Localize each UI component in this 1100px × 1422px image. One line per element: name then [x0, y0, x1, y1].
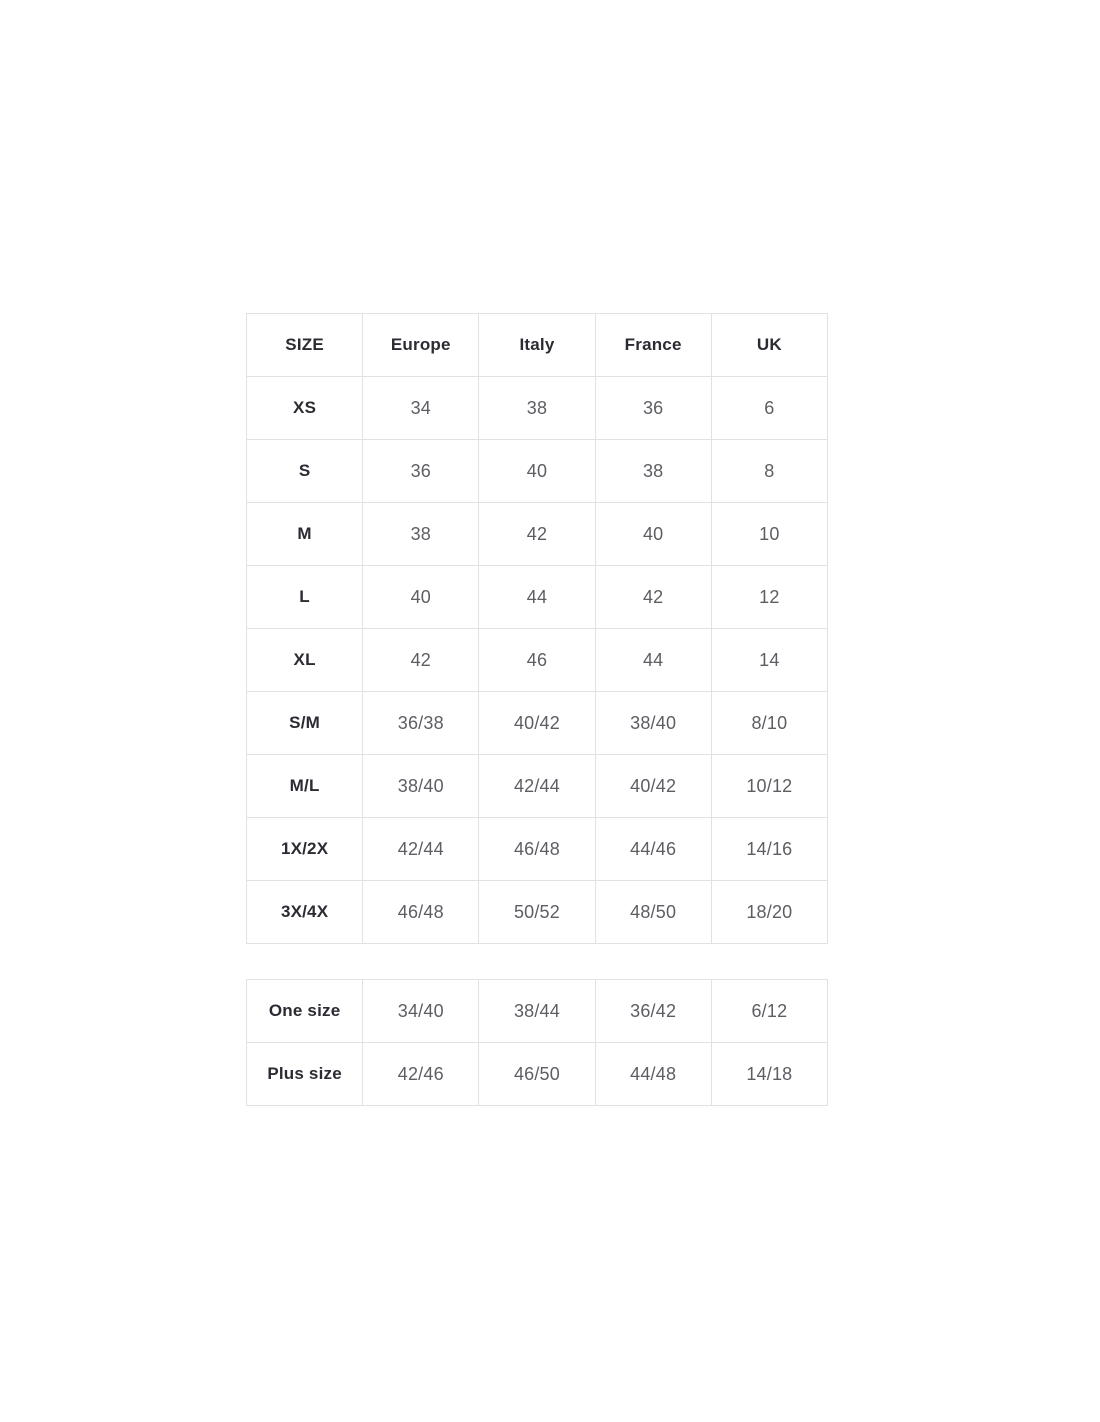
- column-header-europe: Europe: [363, 314, 479, 377]
- europe-value: 36: [363, 440, 479, 503]
- italy-value: 46/48: [479, 818, 595, 881]
- size-label: Plus size: [247, 1043, 363, 1106]
- italy-value: 50/52: [479, 881, 595, 944]
- table-gap: [246, 944, 828, 979]
- uk-value: 14/18: [711, 1043, 827, 1106]
- size-conversion-section: [246, 313, 828, 1106]
- italy-value: 46: [479, 629, 595, 692]
- italy-value: 46/50: [479, 1043, 595, 1106]
- europe-value: 40: [363, 566, 479, 629]
- size-row-one-size: [247, 980, 828, 1043]
- size-label: M/L: [247, 755, 363, 818]
- size-row-1x-2x: [247, 818, 828, 881]
- europe-value: 42: [363, 629, 479, 692]
- uk-value: 14/16: [711, 818, 827, 881]
- size-label: XL: [247, 629, 363, 692]
- column-header-uk: UK: [711, 314, 827, 377]
- uk-value: 14: [711, 629, 827, 692]
- size-row-3x-4x: [247, 881, 828, 944]
- france-value: 38/40: [595, 692, 711, 755]
- column-header-size: SIZE: [247, 314, 363, 377]
- size-row-s: [247, 440, 828, 503]
- france-value: 40/42: [595, 755, 711, 818]
- italy-value: 40/42: [479, 692, 595, 755]
- column-header-italy: Italy: [479, 314, 595, 377]
- italy-value: 42/44: [479, 755, 595, 818]
- europe-value: 38: [363, 503, 479, 566]
- france-value: 36: [595, 377, 711, 440]
- size-label: M: [247, 503, 363, 566]
- uk-value: 6: [711, 377, 827, 440]
- france-value: 36/42: [595, 980, 711, 1043]
- italy-value: 38: [479, 377, 595, 440]
- header-row: [247, 314, 828, 377]
- size-row-xl: [247, 629, 828, 692]
- france-value: 38: [595, 440, 711, 503]
- size-label: One size: [247, 980, 363, 1043]
- italy-value: 38/44: [479, 980, 595, 1043]
- size-row-m: [247, 503, 828, 566]
- uk-value: 8/10: [711, 692, 827, 755]
- size-label: XS: [247, 377, 363, 440]
- column-header-france: France: [595, 314, 711, 377]
- special-sizes-table: [246, 979, 828, 1106]
- italy-value: 42: [479, 503, 595, 566]
- size-row-xs: [247, 377, 828, 440]
- europe-value: 46/48: [363, 881, 479, 944]
- size-label: 1X/2X: [247, 818, 363, 881]
- uk-value: 6/12: [711, 980, 827, 1043]
- france-value: 40: [595, 503, 711, 566]
- france-value: 42: [595, 566, 711, 629]
- europe-value: 34: [363, 377, 479, 440]
- france-value: 44/46: [595, 818, 711, 881]
- uk-value: 12: [711, 566, 827, 629]
- italy-value: 44: [479, 566, 595, 629]
- france-value: 44: [595, 629, 711, 692]
- size-row-l: [247, 566, 828, 629]
- uk-value: 10: [711, 503, 827, 566]
- italy-value: 40: [479, 440, 595, 503]
- size-row-plus-size: [247, 1043, 828, 1106]
- europe-value: 34/40: [363, 980, 479, 1043]
- size-label: L: [247, 566, 363, 629]
- europe-value: 38/40: [363, 755, 479, 818]
- uk-value: 10/12: [711, 755, 827, 818]
- size-row-s-m: [247, 692, 828, 755]
- uk-value: 8: [711, 440, 827, 503]
- size-conversion-table: [246, 313, 828, 944]
- size-label: 3X/4X: [247, 881, 363, 944]
- france-value: 44/48: [595, 1043, 711, 1106]
- size-label: S/M: [247, 692, 363, 755]
- size-row-m-l: [247, 755, 828, 818]
- size-label: S: [247, 440, 363, 503]
- europe-value: 42/46: [363, 1043, 479, 1106]
- france-value: 48/50: [595, 881, 711, 944]
- europe-value: 42/44: [363, 818, 479, 881]
- europe-value: 36/38: [363, 692, 479, 755]
- uk-value: 18/20: [711, 881, 827, 944]
